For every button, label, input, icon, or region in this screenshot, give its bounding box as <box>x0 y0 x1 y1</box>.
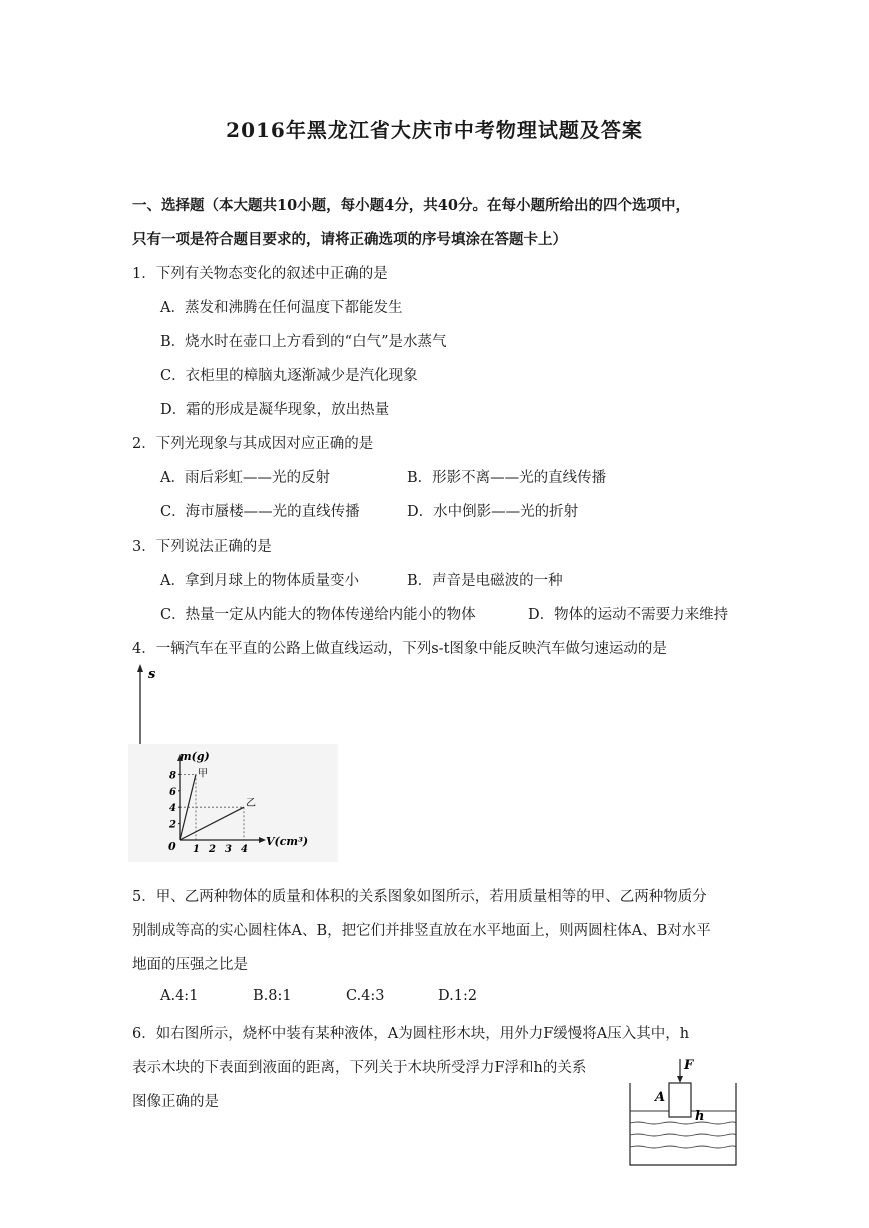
mv-x-tick-label: 2 <box>209 844 216 855</box>
q2-option-c: C．海市蜃楼——光的直线传播 <box>160 504 360 520</box>
st-y-arrow-icon <box>137 664 143 672</box>
force-arrow-icon <box>677 1076 683 1083</box>
q6-line3: 图像正确的是 <box>132 1094 219 1110</box>
q5-option-b: B.8:1 <box>253 988 292 1004</box>
mv-x-tick-label: 3 <box>225 844 232 855</box>
q1-option-c: C．衣柜里的樟脑丸逐渐减少是汽化现象 <box>160 368 418 384</box>
series-label-yi: 乙 <box>246 798 256 810</box>
q2-option-a: A．雨后彩虹——光的反射 <box>160 470 330 486</box>
q1-option-d: D．霜的形成是凝华现象，放出热量 <box>160 402 390 418</box>
section-heading-line2: 只有一项是符合题目要求的，请将正确选项的序号填涂在答题卡上） <box>132 231 567 248</box>
q5-line1: 5．甲、乙两种物体的质量和体积的关系图象如图所示，若用质量相等的甲、乙两种物质分 <box>132 889 707 905</box>
q6-line1: 6．如右图所示，烧杯中装有某种液体，A为圆柱形木块，用外力F缓慢将A压入其中，h <box>132 1026 690 1042</box>
q2-stem: 2．下列光现象与其成因对应正确的是 <box>132 436 374 452</box>
q5-option-a: A.4:1 <box>160 988 199 1004</box>
force-label: F <box>684 1058 694 1073</box>
q1-option-b: B．烧水时在壶口上方看到的“白气”是水蒸气 <box>160 334 447 350</box>
mass-volume-chart <box>128 744 338 862</box>
q5-option-d: D.1:2 <box>438 988 478 1004</box>
h-label: h <box>695 1109 705 1124</box>
q4-stem: 4．一辆汽车在平直的公路上做直线运动，下列s-t图象中能反映汽车做匀速运动的是 <box>132 641 667 657</box>
mv-y-tick-label: 4 <box>169 803 176 815</box>
q2-option-d: D．水中倒影——光的折射 <box>407 504 579 520</box>
q3-option-a: A．拿到月球上的物体质量变小 <box>160 573 359 589</box>
mv-y-tick-label: 8 <box>169 770 176 782</box>
mv-x-axis-label: V(cm³) <box>266 835 309 848</box>
q3-option-b: B．声音是电磁波的一种 <box>407 573 563 589</box>
series-label-jia: 甲 <box>198 768 208 780</box>
liquid-wave-3 <box>630 1146 736 1148</box>
q5-line3: 地面的压强之比是 <box>132 957 248 973</box>
q3-stem: 3．下列说法正确的是 <box>132 539 272 555</box>
q5-option-c: C.4:3 <box>346 988 385 1004</box>
q1-stem: 1．下列有关物态变化的叙述中正确的是 <box>132 266 388 282</box>
mv-y-tick-label: 6 <box>169 786 176 798</box>
mv-x-tick-label: 1 <box>193 844 200 855</box>
beaker-figure <box>624 1053 742 1169</box>
q5-line2: 别制成等高的实心圆柱体A、B，把它们并排竖直放在水平地面上，则两圆柱体A、B对水平 <box>132 923 711 939</box>
mv-origin-label: 0 <box>168 840 176 853</box>
block-label: A <box>655 1090 666 1105</box>
liquid-wave-2 <box>630 1134 736 1136</box>
wood-block-a <box>669 1083 691 1117</box>
q6-line2: 表示木块的下表面到液面的距离，下列关于木块所受浮力F浮和h的关系 <box>132 1060 587 1076</box>
liquid-wave-1 <box>630 1122 736 1124</box>
section-heading-line1: 一、选择题（本大题共10小题，每小题4分，共40分。在每小题所给出的四个选项中， <box>132 197 690 214</box>
q1-option-a: A．蒸发和沸腾在任何温度下都能发生 <box>160 300 403 316</box>
q3-option-c: C．热量一定从内能大的物体传递给内能小的物体 <box>160 607 476 623</box>
q2-option-b: B．形影不离——光的直线传播 <box>407 470 607 486</box>
mv-x-tick-label: 4 <box>241 844 248 855</box>
mv-y-axis-label: m(g) <box>180 750 210 763</box>
q3-option-d: D．物体的运动不需要力来维持 <box>528 607 729 623</box>
mv-y-tick-label: 2 <box>169 819 176 831</box>
page-title: 2016年黑龙江省大庆市中考物理试题及答案 <box>226 118 643 142</box>
st-s-label: s <box>148 667 156 682</box>
